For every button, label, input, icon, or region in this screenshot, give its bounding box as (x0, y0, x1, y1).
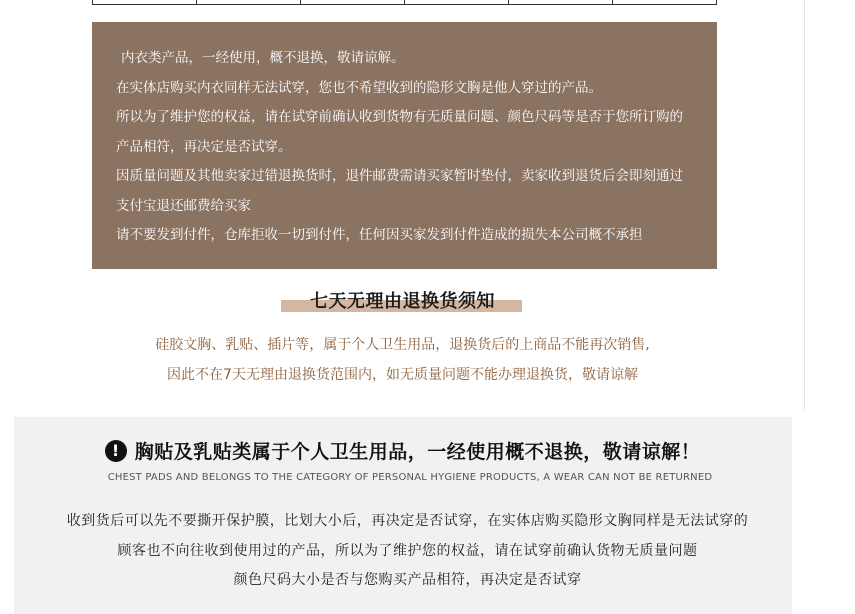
hygiene-notice-title-row (0, 437, 805, 464)
hygiene-notice-line: 颜色尺码大小是否与您购买产品相符，再决定是否试穿 (233, 572, 582, 588)
hygiene-notice-title: 胸贴及乳贴类属于个人卫生用品，一经使用概不退换，敬请谅解！ (134, 441, 701, 463)
hygiene-notice-subtitle: CHEST PADS AND BELONGS TO THE CATEGORY OF PERSONAL HYGIENE PRODUCTS, A WEAR CAN NOT BE RETURNED (107, 472, 713, 483)
table-cell (508, 0, 612, 4)
policy-line: 请不要发到付件，仓库拒收一切到付件，任何因买家发到付件造成的损失本公司概不承担 (116, 227, 643, 243)
policy-line: 产品相符，再决定是否试穿。 (116, 138, 292, 155)
hygiene-notice-line: 收到货后可以先不要撕开保护膜，比划大小后，再决定是否试穿，在实体店购买隐形文胸同样是无法试穿的 (66, 513, 749, 529)
return-policy-line: 硅胶文胸、乳贴、插片等，属于个人卫生用品，退换货后的上商品不能再次销售, (155, 337, 650, 353)
policy-line: 内衣类产品，一经使用，概不退换，敬请谅解。 (121, 50, 405, 66)
policy-line: 支付宝退还邮费给买家 (116, 197, 251, 214)
table-cell (196, 0, 300, 4)
return-policy-heading: 七天无理由退换货须知 (310, 291, 495, 312)
table-cell (612, 0, 717, 4)
underwear-return-policy-panel (92, 22, 717, 269)
hygiene-notice-line: 顾客也不向往收到使用过的产品，所以为了维护您的权益，请在试穿前确认货物无质量问题 (117, 543, 698, 559)
exclamation-icon: ! (105, 440, 127, 462)
policy-line: 所以为了维护您的权益，请在试穿前确认收到货物有无质量问题、颜色尺码等是否于您所订购的 (116, 109, 683, 125)
table-cell (92, 0, 196, 4)
return-policy-line: 因此不在7天无理由退换货范围内，如无质量问题不能办理退换货，敬请谅解 (167, 367, 638, 383)
table-cell (300, 0, 404, 4)
size-table-bottom-edge (92, 0, 717, 5)
policy-line: 因质量问题及其他卖家过错退换货时，退件邮费需请买家暂时垫付，卖家收到退货后会即刻通过 (116, 168, 683, 184)
policy-line: 在实体店购买内衣同样无法试穿，您也不希望收到的隐形文胸是他人穿过的产品。 (116, 79, 602, 96)
table-cell (404, 0, 508, 4)
